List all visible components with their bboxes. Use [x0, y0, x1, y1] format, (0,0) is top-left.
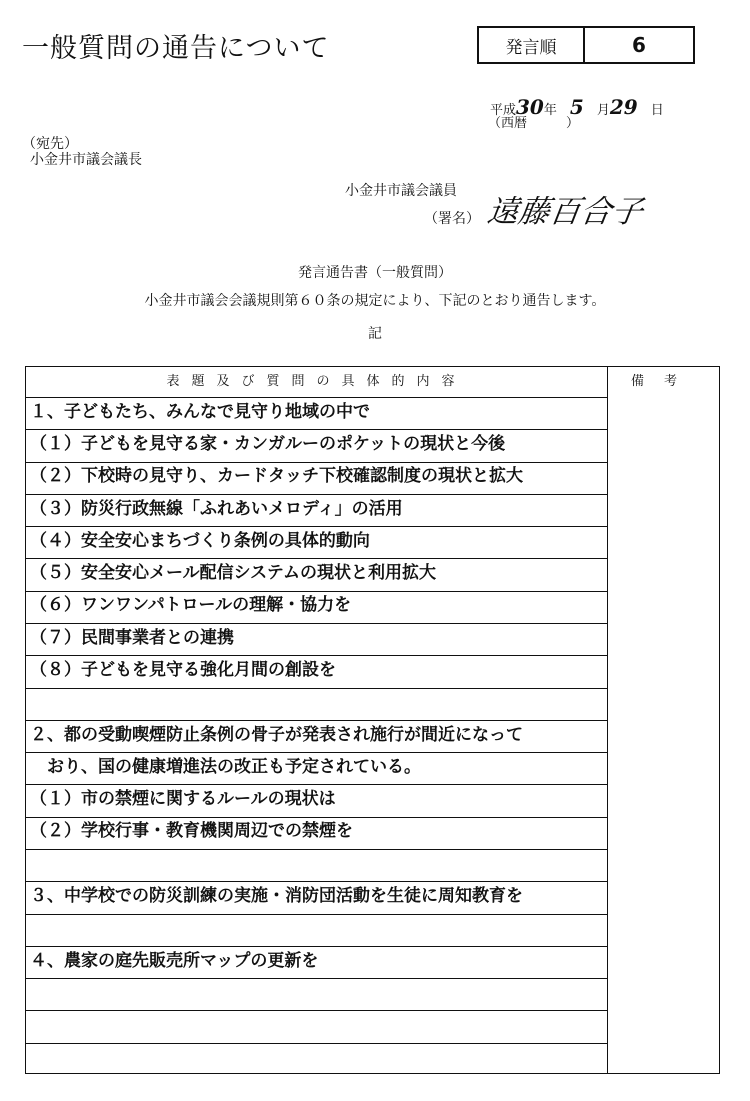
date-month-unit: 月 [596, 103, 610, 118]
table-row: １、子どもたち、みんなで見守り地域の中で [30, 401, 370, 422]
table-row: （７）民間事業者との連携 [30, 627, 234, 648]
document-heading: 発言通告書（一般質問） [298, 265, 452, 281]
date-day-unit: 日 [650, 103, 664, 118]
row-rule [26, 1010, 607, 1011]
addressee-label: （宛先） [22, 136, 78, 152]
date-western-note: （西暦 ） [488, 116, 580, 131]
date-year-unit: 年 [543, 103, 557, 118]
table-row: ３、中学校での防災訓練の実施・消防団活動を生徒に周知教育を [30, 885, 523, 906]
speaking-order-box [477, 26, 695, 64]
addressee-name: 小金井市議会議長 [30, 152, 142, 168]
table-row: ２、都の受動喫煙防止条例の骨子が発表され施行が間近になって [30, 724, 523, 745]
row-rule [26, 720, 607, 721]
table-row: （２）学校行事・教育機関周辺での禁煙を [30, 821, 353, 842]
table-row: （８）子どもを見守る強化月間の創設を [30, 659, 336, 680]
row-rule [26, 429, 607, 430]
speaking-order-label: 発言順 [479, 28, 585, 62]
page-title: 一般質問の通告について [22, 33, 330, 64]
row-rule [26, 914, 607, 915]
row-rule [26, 462, 607, 463]
table-row: （１）子どもを見守る家・カンガルーのポケットの現状と今後 [30, 433, 506, 454]
table-header-remarks: 備考 [630, 374, 697, 389]
row-rule [26, 623, 607, 624]
date-month: 5 [569, 95, 584, 119]
row-rule [26, 655, 607, 656]
table-row: （５）安全安心メール配信システムの現状と利用拡大 [30, 563, 436, 584]
row-rule [26, 752, 607, 753]
row-rule [26, 881, 607, 882]
row-rule [26, 558, 607, 559]
speaking-order-number: 6 [632, 33, 646, 57]
table-header-content: 表題及び質問の具体的内容 [166, 374, 467, 389]
table-row: （２）下校時の見守り、カードタッチ下校確認制度の現状と拡大 [30, 466, 523, 487]
row-rule [26, 946, 607, 947]
row-rule [26, 494, 607, 495]
date-day: 29 [609, 95, 638, 119]
handwritten-signature: 遠藤百合子 [484, 194, 646, 230]
row-rule [26, 784, 607, 785]
table-row: （６）ワンワンパトロールの理解・協力を [30, 595, 352, 616]
table-row: （４）安全安心まちづくり条例の具体的動向 [30, 530, 370, 551]
row-rule [26, 397, 607, 398]
date-era: 平成 [490, 103, 517, 118]
row-rule [26, 817, 607, 818]
signer-title: 小金井市議会議員 [345, 183, 457, 199]
table-row: おり、国の健康増進法の改正も予定されている。 [30, 756, 421, 777]
row-rule [26, 978, 607, 979]
ki-mark: 記 [368, 326, 382, 342]
column-divider [607, 367, 608, 1073]
row-rule [26, 849, 607, 850]
table-row: ４、農家の庭先販売所マップの更新を [30, 950, 319, 971]
date-year: 30 [516, 95, 544, 119]
question-table [25, 366, 720, 1074]
document-basis-statement: 小金井市議会会議規則第６０条の規定により、下記のとおり通告します。 [144, 293, 606, 309]
row-rule [26, 688, 607, 689]
table-row: （３）防災行政無線「ふれあいメロディ」の活用 [30, 498, 403, 519]
signature-label: （署名） [424, 211, 480, 227]
row-rule [26, 526, 607, 527]
row-rule [26, 591, 607, 592]
row-rule [26, 1043, 607, 1044]
table-row: （１）市の禁煙に関するルールの現状は [30, 789, 336, 810]
